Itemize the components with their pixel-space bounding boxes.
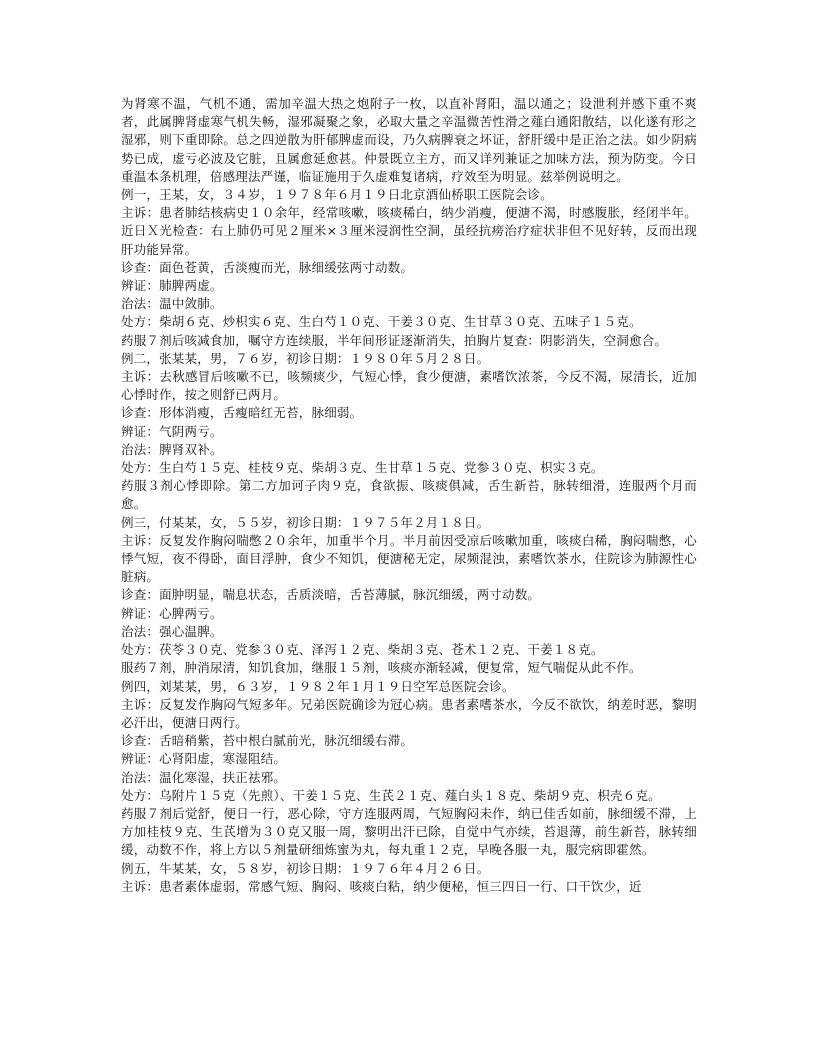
paragraph: 治法：温中敛肺。 [121, 296, 223, 312]
paragraph: 诊查：面肿明显，喘息状态，舌质淡暗，舌苔薄腻，脉沉细缓，两寸动数。 [121, 587, 541, 603]
paragraph: 主诉：患者素体虚弱，常感气短、胸闷、咳痰白粘，纳少便秘，恒三四日一行、口干饮少，近 [121, 878, 642, 894]
paragraph: 主诉：反复发作胸闷气短多年。兄弟医院确诊为冠心病。患者素嗜茶水，今反不欲饮，纳差时恶，黎明必汗出，便溏日两行。 [121, 696, 697, 730]
paragraph: 药服３剂心悸即除。第二方加诃子肉９克，食欲振、咳痰俱减，舌生新苔，脉转细滑，连服两个月而愈。 [121, 478, 697, 512]
paragraph: 处方：乌附片１５克（先煎）、干姜１５克、生芪２１克、薤白头１８克、柴胡９克、枳壳６克。 [121, 787, 661, 803]
paragraph: 诊查：形体消瘦，舌瘦暗红无苔，脉细弱。 [121, 405, 363, 421]
paragraph: 处方：柴胡６克、炒枳实６克、生白芍１０克、干姜３０克、生甘草３０克、五味子１５克。 [121, 314, 642, 330]
paragraph: 辨证：气阴两亏。 [121, 423, 223, 439]
paragraph: 主诉：去秋感冒后咳嗽不已，咳频痰少，气短心悸，食少便溏，素嗜饮浓茶，今反不渴，尿清长，近加心悸时作，按之则舒已两月。 [121, 369, 697, 403]
paragraph: 例四，刘某某，男，６３岁，１９８２年１月１９日空军总医院会诊。 [121, 678, 515, 694]
paragraph: 辨证：心肾阳虚，寒湿阻结。 [121, 751, 287, 767]
paragraph: 为肾寒不温，气机不通，需加辛温大热之炮附子一枚，以直补肾阳，温以通之；设泄利并感下重不爽者，此属脾肾虚寒气机失畅，湿邪凝聚之象，必取大量之辛温微苦性滑之薤白通阳散结，以化遂有形之湿邪，则下重即除。总之四逆散为肝郁脾虚而设，乃久病脾衰之坏证，舒肝缓中是正治之法。如少阴病势已成，虚亏必波及它脏，且属愈延愈甚。仲景既立主方，而又详列兼证之加味方法，预为防变。今日重温本条机理，倍感理法严谨，临证施用于久虚难复诸病，疗效至为明显。兹举例说明之。 [121, 96, 697, 184]
paragraph: 药服７剂后咳减食加，嘱守方连续服，半年间形证逐渐消失，拍胸片复查：阴影消失，空洞愈合。 [121, 332, 668, 348]
paragraph: 辨证：肺脾两虚。 [121, 278, 223, 294]
paragraph: 例二，张某某，男，７６岁，初诊日期：１９８０年５月２８日。 [121, 350, 490, 366]
paragraph: 辨证：心脾两亏。 [121, 605, 223, 621]
document-page [121, 95, 697, 896]
paragraph: 治法：温化寒湿，扶正祛邪。 [121, 769, 287, 785]
paragraph: 治法：强心温脾。 [121, 623, 223, 639]
paragraph: 主诉：患者肺结核病史１０余年，经常咳嗽，咳痰稀白，纳少消瘦，便溏不渴，时感腹胀，经闭半年。近日Ｘ光检查：右上肺仍可见２厘米×３厘米浸润性空洞，虽经抗痨治疗症状非但不见好转，反而出现肝功能异常。 [121, 205, 697, 257]
paragraph: 服药７剂，肿消尿清，知饥食加，继服１５剂，咳痰亦渐轻减，便复常，短气喘促从此不作。 [121, 660, 642, 676]
paragraph: 处方：生白芍１５克、桂枝９克、柴胡３克、生甘草１５克、党参３０克、枳实３克。 [121, 460, 604, 476]
paragraph: 例五，牛某某，女，５８岁，初诊日期：１９７６年４月２６日。 [121, 860, 490, 876]
paragraph: 例一，王某，女，３４岁，１９７８年６月１９日北京酒仙桥职工医院会诊。 [121, 187, 553, 203]
paragraph: 药服７剂后觉舒，便日一行，恶心除，守方连服两周，气短胸闷未作，纳已佳舌如前，脉细缓不滞，上方加桂枝９克、生芪增为３０克又服一周，黎明出汗已除，自觉中气亦续，苔退薄，前生新苔，脉转细缓，动数不作，将上方以５剂量研细炼蜜为丸，每丸重１２克，早晚各服一丸，服完病即霍然。 [121, 805, 697, 858]
paragraph: 例三，付某某，女，５５岁，初诊日期：１９７５年２月１８日。 [121, 514, 490, 530]
paragraph: 诊查：面色苍黄，舌淡瘦而光，脉细缓弦两寸动数。 [121, 259, 414, 275]
paragraph: 处方：茯苓３０克、党参３０克、泽泻１２克、柴胡３克、苍术１２克、干姜１８克。 [121, 642, 604, 658]
paragraph: 治法：脾肾双补。 [121, 441, 223, 457]
paragraph: 主诉：反复发作胸闷喘憋２０余年，加重半个月。半月前因受凉后咳嗽加重，咳痰白稀，胸闷喘憋，心悸气短，夜不得卧，面目浮肿，食少不知饥，便溏秘无定，尿频混浊，素嗜饮茶水，住院诊为肺源性心脏病。 [121, 532, 697, 585]
paragraph: 诊查：舌暗稍紫，苔中根白腻前光，脉沉细缓右滞。 [121, 733, 414, 749]
